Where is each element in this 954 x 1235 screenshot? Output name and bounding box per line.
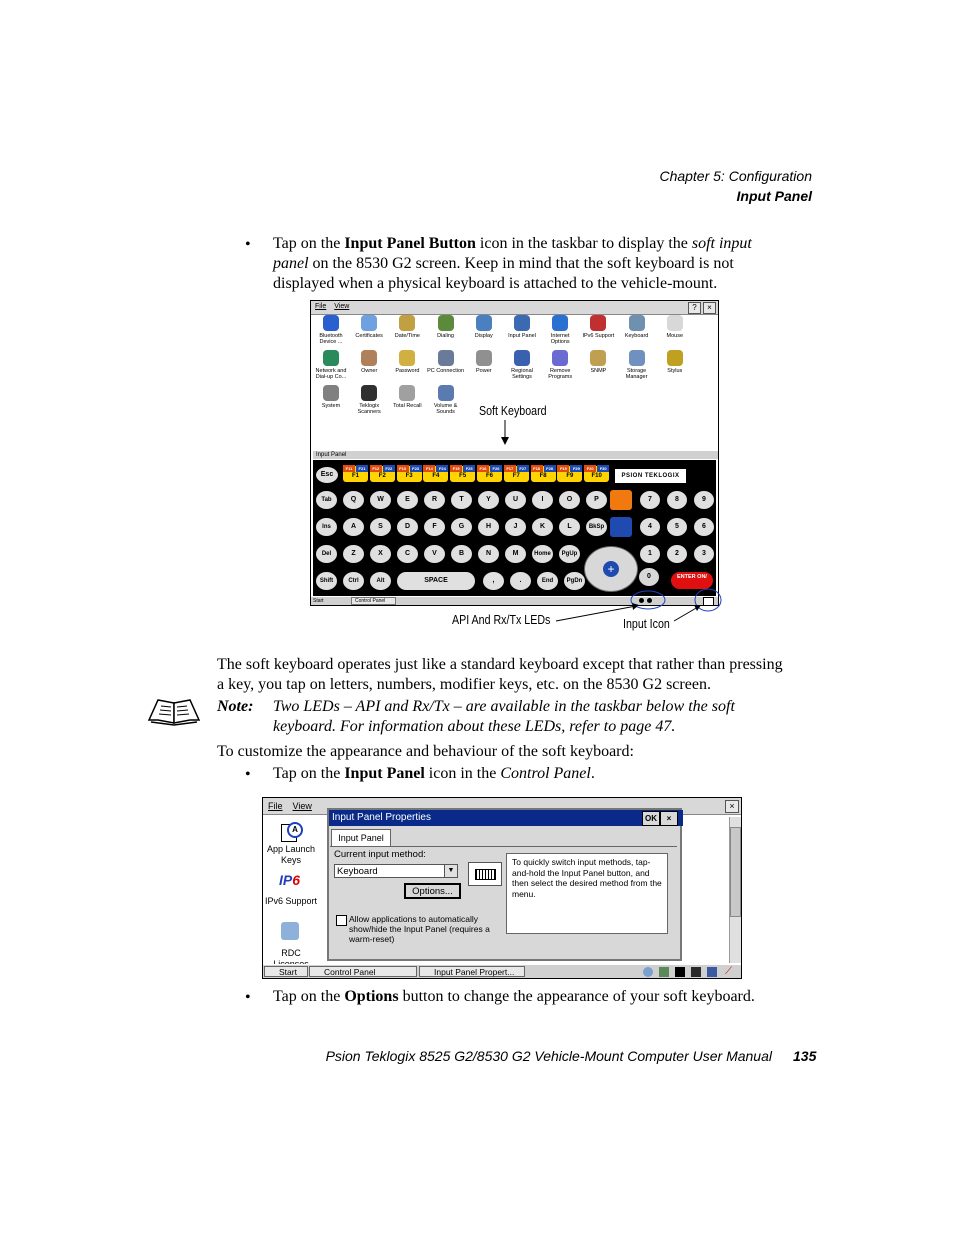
current-input-method-label: Current input method:: [334, 849, 426, 860]
key-l[interactable]: L: [559, 518, 580, 536]
cp-item-label: Network and Dial-up Co...: [315, 368, 347, 380]
key-d[interactable]: D: [397, 518, 418, 536]
key-n[interactable]: N: [478, 545, 499, 563]
page-number: 135: [793, 1048, 817, 1064]
key-v[interactable]: V: [424, 545, 445, 563]
key-u[interactable]: U: [505, 491, 526, 509]
menu-view[interactable]: View: [334, 303, 350, 310]
led-icon: [691, 967, 701, 977]
key-esc[interactable]: Esc: [316, 467, 338, 483]
cp-item-label: Bluetooth Device ...: [319, 333, 343, 345]
cp-item-label: Storage Manager: [625, 368, 648, 380]
cp-item-label: Owner: [361, 368, 378, 374]
ok-button[interactable]: OK: [642, 811, 660, 826]
cp-item-label: Power: [476, 368, 492, 374]
key-f1[interactable]: F11 F21 F1: [343, 466, 368, 482]
dialog-title: Input Panel Properties: [329, 810, 683, 826]
key-num-2[interactable]: 2: [667, 545, 687, 563]
key-num-4[interactable]: 4: [640, 518, 660, 536]
cp-item-label: Internet Options: [550, 333, 570, 345]
cp-item-label: Stylus: [667, 368, 683, 374]
note-label: Note:: [217, 698, 254, 715]
chapter-header: Chapter 5: Configuration: [659, 168, 812, 184]
cp-item-label: Date/Time: [394, 333, 420, 339]
paragraph-input-panel-button: Tap on the Input Panel Button icon in the taskbar to display the soft input panel on the 8530 G2 screen. Keep in mind that the soft keyboard is not displayed when a physical keyboard is attached to the vehicle-mount.: [273, 235, 752, 292]
key-[interactable]: .: [510, 572, 531, 590]
key-f10[interactable]: F20 F30 F10: [584, 466, 609, 482]
key-del[interactable]: Del: [316, 545, 337, 563]
menu-file[interactable]: File: [315, 303, 327, 310]
key-k[interactable]: K: [532, 518, 553, 536]
auto-show-checkbox-label: Allow applications to automatically show/hide the Input Panel (requires a warm-reset): [349, 914, 490, 944]
key-i[interactable]: I: [532, 491, 553, 509]
key-ctrl[interactable]: Ctrl: [343, 572, 364, 590]
input-panel-properties-screenshot: [262, 797, 742, 979]
close-button[interactable]: ×: [703, 302, 716, 314]
auto-show-checkbox[interactable]: [336, 915, 347, 926]
start-button[interactable]: Start: [313, 598, 324, 604]
rdc-licenses-icon[interactable]: [281, 922, 299, 940]
app-launch-keys-icon[interactable]: A: [279, 820, 301, 844]
led-icon: [675, 967, 685, 977]
cp-item-label: Regional Settings: [511, 368, 533, 380]
note-line-1: Two LEDs – API and Rx/Tx – are available in the taskbar below the soft: [273, 698, 735, 715]
key-pgup[interactable]: PgUp: [559, 545, 580, 563]
network-icon[interactable]: [643, 967, 653, 977]
key-num-9[interactable]: 9: [694, 491, 714, 509]
stylus-icon[interactable]: ⟋: [725, 966, 732, 977]
battery-icon[interactable]: [659, 967, 669, 977]
key-end[interactable]: End: [537, 572, 558, 590]
psion-teklogix-logo: PSION TEKLOGIX: [615, 469, 686, 483]
input-panel-properties-dialog: [327, 808, 682, 961]
key-num-1[interactable]: 1: [640, 545, 660, 563]
footer-title: Psion Teklogix 8525 G2/8530 G2 Vehicle-Mount Computer User Manual: [325, 1048, 772, 1064]
cp-item-label: Remove Programs: [548, 368, 573, 380]
key-f7[interactable]: F17 F27 F7: [504, 466, 529, 482]
key-w[interactable]: W: [370, 491, 391, 509]
key-f5[interactable]: F15 F25 F5: [450, 466, 475, 482]
key-space[interactable]: SPACE: [397, 572, 475, 590]
key-num-8[interactable]: 8: [667, 491, 687, 509]
section-header: Input Panel: [736, 188, 812, 204]
help-button[interactable]: ?: [688, 302, 701, 314]
paragraph-soft-keyboard: The soft keyboard operates just like a standard keyboard except that rather than pressing a key, you tap on letters, numbers, modifier keys, etc. on the 8530 G2 screen.: [217, 656, 783, 693]
options-button[interactable]: Options...: [404, 883, 461, 899]
vertical-scrollbar[interactable]: [729, 817, 741, 963]
key-f[interactable]: F: [424, 518, 445, 536]
rdc-licenses-label: RDC: [281, 948, 301, 958]
cp-item-label: Teklogix Scanners: [357, 403, 381, 415]
note-book-icon: [146, 694, 202, 726]
tab-panel: [330, 846, 677, 959]
cp-item-label: Input Panel: [508, 333, 536, 339]
dialog-close-button[interactable]: ×: [660, 811, 678, 826]
tab-input-panel[interactable]: Input Panel: [331, 829, 391, 846]
bullet-marker: •: [245, 766, 251, 783]
menu-view[interactable]: View: [292, 801, 312, 811]
key-h[interactable]: H: [478, 518, 499, 536]
key-b[interactable]: B: [451, 545, 472, 563]
key-f6[interactable]: F16 F26 F6: [477, 466, 502, 482]
key-q[interactable]: Q: [343, 491, 364, 509]
key-num-0[interactable]: 0: [639, 568, 659, 586]
key-s[interactable]: S: [370, 518, 391, 536]
key-o[interactable]: O: [559, 491, 580, 509]
key-f2[interactable]: F12 F22 F2: [370, 466, 395, 482]
keyboard-tray-icon[interactable]: [707, 967, 717, 977]
key-shift[interactable]: Shift: [316, 572, 337, 590]
input-method-select[interactable]: Keyboard ▼: [334, 864, 458, 878]
key-enter[interactable]: ENTER ON/: [671, 572, 713, 589]
taskbar-control-panel[interactable]: Control Panel: [351, 597, 396, 605]
ipv6-icon[interactable]: IP6: [279, 872, 301, 888]
start-button[interactable]: Start: [264, 966, 308, 977]
key-t[interactable]: T: [451, 491, 472, 509]
input-method-hint: To quickly switch input methods, tap-and-hold the Input Panel button, and then select the desired method from the menu.: [506, 853, 668, 934]
cp-item-label: Dialing: [437, 333, 454, 339]
cp-item-label: System: [321, 403, 341, 409]
leds-arrowhead: [632, 603, 639, 610]
paragraph-tap-options: Tap on the Options button to change the appearance of your soft keyboard.: [273, 988, 755, 1005]
app-launch-keys-label: App Launch Keys: [266, 844, 316, 865]
key-ins[interactable]: Ins: [316, 518, 337, 536]
key-f9[interactable]: F19 F29 F9: [557, 466, 582, 482]
key-m[interactable]: M: [505, 545, 526, 563]
key-a[interactable]: A: [343, 518, 364, 536]
taskbar-control-panel[interactable]: Control Panel: [309, 966, 417, 977]
key-p[interactable]: P: [586, 491, 607, 509]
key-c[interactable]: C: [397, 545, 418, 563]
key-num-5[interactable]: 5: [667, 518, 687, 536]
key-tab[interactable]: Tab: [316, 491, 337, 509]
key-num-6[interactable]: 6: [694, 518, 714, 536]
close-button[interactable]: ×: [725, 800, 739, 813]
cp-item-label: SNMP: [590, 368, 607, 374]
chevron-down-icon[interactable]: ▼: [444, 865, 457, 877]
key-[interactable]: ,: [483, 572, 504, 590]
menu-file[interactable]: File: [268, 801, 283, 811]
cp-item-label: Certificates: [355, 333, 383, 339]
leds-label: API And Rx/Tx LEDs: [452, 612, 551, 627]
cp-item-label: Mouse: [666, 333, 684, 339]
key-x[interactable]: X: [370, 545, 391, 563]
input-panel-title: Input Panel: [313, 451, 719, 459]
cp-item-label: PC Connection: [427, 368, 465, 374]
bullet-marker: •: [245, 236, 251, 253]
paragraph-tap-input-panel: Tap on the Input Panel icon in the Control Panel.: [273, 765, 595, 782]
key-f8[interactable]: F18 F28 F8: [531, 466, 556, 482]
key-f4[interactable]: F14 F24 F4: [423, 466, 448, 482]
key-e[interactable]: E: [397, 491, 418, 509]
scroll-thumb[interactable]: [730, 827, 741, 917]
dpad-center-icon[interactable]: +: [603, 561, 619, 577]
input-icon-arrowhead: [694, 605, 701, 611]
key-g[interactable]: G: [451, 518, 472, 536]
cp-item-label: Display: [474, 333, 493, 339]
bullet-marker: •: [245, 989, 251, 1006]
key-f3[interactable]: F13 F23 F3: [397, 466, 422, 482]
key-home[interactable]: Home: [532, 545, 553, 563]
input-icon-label: Input Icon: [623, 616, 670, 631]
key-j[interactable]: J: [505, 518, 526, 536]
key-alt[interactable]: Alt: [370, 572, 391, 590]
key-num-3[interactable]: 3: [694, 545, 714, 563]
input-icon-arrow: [674, 607, 698, 621]
keyboard-icon: [468, 862, 502, 886]
taskbar-input-panel-properties[interactable]: Input Panel Propert...: [419, 966, 525, 977]
key-pgdn[interactable]: PgDn: [564, 572, 585, 590]
key-z[interactable]: Z: [343, 545, 364, 563]
cp-item-label: Total Recall: [393, 403, 422, 409]
cp-item-label: Password: [395, 368, 420, 374]
note-line-2: keyboard. For information about these LEDs, refer to page 47.: [273, 718, 676, 735]
paragraph-customize: To customize the appearance and behaviour of the soft keyboard:: [217, 743, 634, 760]
soft-keyboard-label: Soft Keyboard: [479, 403, 547, 418]
key-num-7[interactable]: 7: [640, 491, 660, 509]
key-r[interactable]: R: [424, 491, 445, 509]
cp-item-label: Volume & Sounds: [433, 403, 458, 415]
key-bksp[interactable]: BkSp: [586, 518, 607, 536]
cp-item-label: Keyboard: [624, 333, 649, 339]
cp-item-label: IPv6 Support: [582, 333, 615, 339]
soft-keyboard-arrowhead: [501, 437, 509, 445]
ipv6-support-label: IPv6 Support: [264, 896, 318, 906]
taskbar: [263, 964, 741, 979]
key-y[interactable]: Y: [478, 491, 499, 509]
